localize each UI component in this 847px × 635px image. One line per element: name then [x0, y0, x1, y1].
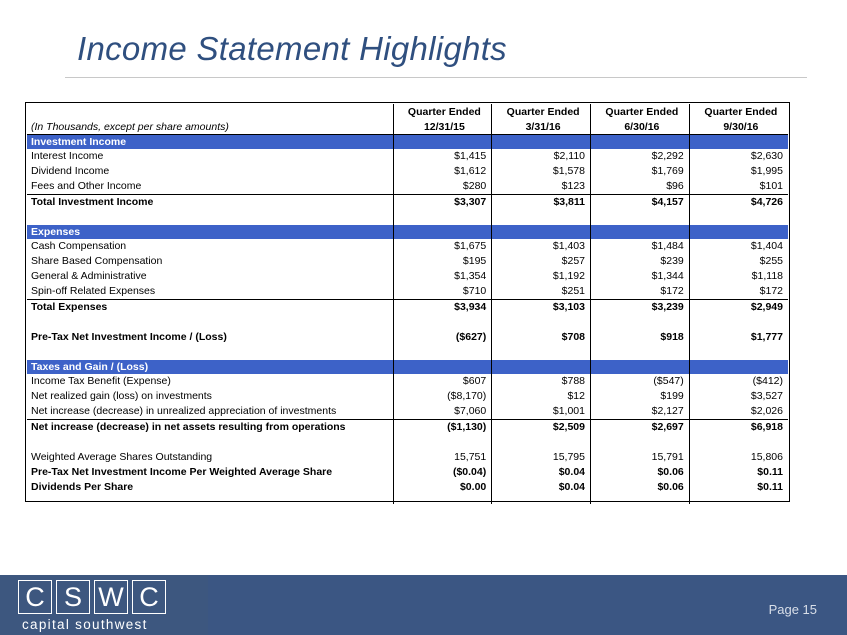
title-divider — [65, 77, 807, 78]
col-header-date: 3/31/16 — [492, 119, 591, 135]
table-row: Cash Compensation $1,675 $1,403 $1,484 $1,404 — [27, 239, 788, 254]
shares-outstanding-row: Weighted Average Shares Outstanding 15,751 15,795 15,791 15,806 — [27, 450, 788, 465]
footer-background — [208, 575, 847, 635]
table-row: Spin-off Related Expenses $710 $251 $172 $172 — [27, 284, 788, 300]
dividends-per-share-row: Dividends Per Share $0.00 $0.04 $0.06 $0.11 — [27, 480, 788, 495]
section-header-expenses: Expenses — [27, 225, 788, 239]
total-row-net-assets: Net increase (decrease) in net assets resulting from operations ($1,130) $2,509 $2,697 $6,918 — [27, 420, 788, 436]
section-header-investment: Investment Income — [27, 135, 788, 150]
section-header-taxes: Taxes and Gain / (Loss) — [27, 360, 788, 374]
table-row: Net increase (decrease) in unrealized appreciation of investments $7,060 $1,001 $2,127 $2,026 — [27, 404, 788, 420]
table-row: General & Administrative $1,354 $1,192 $1,344 $1,118 — [27, 269, 788, 284]
col-header-date: 12/31/15 — [393, 119, 492, 135]
logo-letter: C — [18, 580, 52, 614]
logo-letter: W — [94, 580, 128, 614]
footer-bar — [0, 575, 847, 635]
table-row: Interest Income $1,415 $2,110 $2,292 $2,630 — [27, 149, 788, 164]
table-row: Income Tax Benefit (Expense) $607 $788 ($547) ($412) — [27, 374, 788, 389]
header-row-bottom — [27, 119, 788, 135]
logo-subtitle: capital southwest — [22, 617, 148, 632]
table-row: Net realized gain (loss) on investments ($8,170) $12 $199 $3,527 — [27, 389, 788, 404]
table-row: Share Based Compensation $195 $257 $239 $255 — [27, 254, 788, 269]
total-row-expenses: Total Expenses $3,934 $3,103 $3,239 $2,949 — [27, 300, 788, 316]
page-title: Income Statement Highlights — [77, 30, 507, 67]
col-header-top: Quarter Ended — [689, 104, 788, 119]
logo-letter: C — [132, 580, 166, 614]
col-header-top: Quarter Ended — [393, 104, 492, 119]
company-logo — [0, 575, 208, 635]
logo-letter: S — [56, 580, 90, 614]
pretax-income-row: Pre-Tax Net Investment Income / (Loss) ($627) $708 $918 $1,777 — [27, 330, 788, 345]
col-header-top: Quarter Ended — [591, 104, 690, 119]
table-row: Fees and Other Income $280 $123 $96 $101 — [27, 179, 788, 195]
table-row: Dividend Income $1,612 $1,578 $1,769 $1,995 — [27, 164, 788, 179]
total-row-investment: Total Investment Income $3,307 $3,811 $4,157 $4,726 — [27, 195, 788, 211]
pretax-per-share-row: Pre-Tax Net Investment Income Per Weighted Average Share ($0.04) $0.04 $0.06 $0.11 — [27, 465, 788, 480]
page-number: Page 15 — [768, 602, 817, 617]
income-statement-table — [25, 102, 790, 502]
header-row-top — [27, 104, 788, 119]
units-label: (In Thousands, except per share amounts) — [27, 119, 393, 135]
col-header-top: Quarter Ended — [492, 104, 591, 119]
col-header-date: 9/30/16 — [689, 119, 788, 135]
col-header-date: 6/30/16 — [591, 119, 690, 135]
